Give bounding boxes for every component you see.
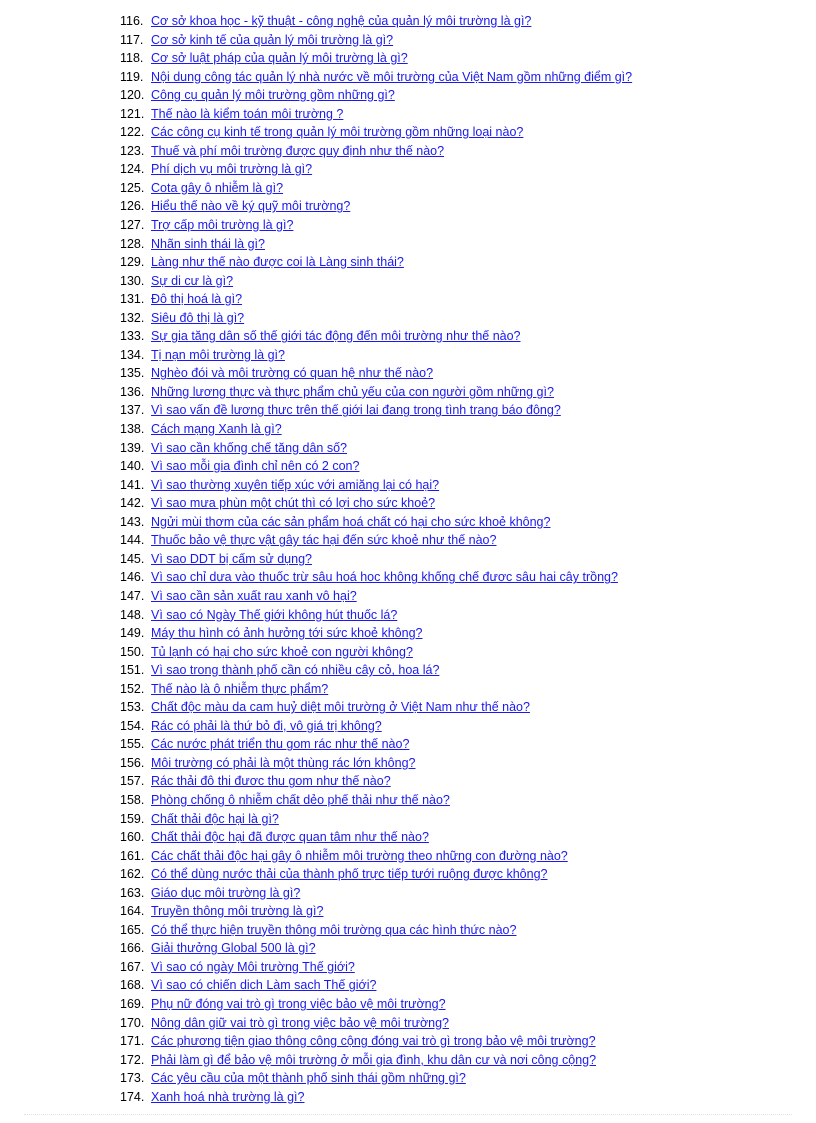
question-number: 156. [120,755,145,770]
question-link[interactable]: Truyền thông môi trường là gì? [151,904,324,919]
question-link[interactable]: Sự gia tăng dân số thế giới tác động đến môi trường như thế nào? [151,329,521,344]
list-item [120,847,632,866]
question-number: 130. [120,273,145,288]
list-item [120,606,632,625]
list-item [120,1014,632,1033]
question-link[interactable]: Có thể dùng nước thải của thành phố trực tiếp tưới ruộng được không? [151,867,548,882]
question-link[interactable]: Cơ sở luật pháp của quản lý môi trường là gì? [151,51,408,66]
question-link[interactable]: Rác thải đô thị được thu gom như thế nào? [151,774,391,789]
list-item [120,680,632,699]
question-link[interactable]: Trợ cấp môi trường là gì? [151,218,294,233]
list-item [120,457,632,476]
question-link[interactable]: Thế nào là ô nhiễm thực phẩm? [151,681,329,696]
question-number: 152. [120,681,145,696]
question-number: 150. [120,644,145,659]
list-item [120,791,632,810]
question-number: 164. [120,904,145,919]
list-item [120,513,632,532]
list-item [120,12,632,31]
list-item [120,884,632,903]
list-item [120,272,632,291]
list-item [120,179,632,198]
question-number: 144. [120,533,145,548]
question-number: 124. [120,162,145,177]
question-link[interactable]: Các công cụ kinh tế trong quản lý môi trường gồm những loại nào? [151,125,524,140]
question-link[interactable]: Vì sao cần sản xuất rau xanh vô hại? [151,588,357,603]
question-number: 136. [120,384,145,399]
question-link[interactable]: Hiểu thế nào về ký quỹ môi trường? [151,199,351,214]
question-number: 140. [120,459,145,474]
list-item [120,958,632,977]
question-link[interactable]: Có thể thực hiện truyền thông môi trường qua các hình thức nào? [151,922,517,937]
page-bottom-divider [24,1114,792,1115]
question-number: 128. [120,236,145,251]
list-item [120,197,632,216]
question-link[interactable]: Vì sao mưa phùn một chút thì có lợi cho sức khoẻ? [151,496,436,511]
question-number: 132. [120,310,145,325]
question-link[interactable]: Chất thải độc hại đã được quan tâm như thế nào? [151,830,429,845]
question-number: 149. [120,626,145,641]
list-item [120,976,632,995]
list-item [120,921,632,940]
list-item [120,142,632,161]
question-number: 165. [120,922,145,937]
question-number: 123. [120,143,145,158]
list-item [120,661,632,680]
question-number: 145. [120,551,145,566]
list-item [120,364,632,383]
list-item [120,86,632,105]
list-item [120,754,632,773]
question-number: 121. [120,106,145,121]
question-link[interactable]: Vì sao vấn đề lương thực trên thế giới lại đang trong tình trạng báo động? [151,403,561,418]
question-number: 159. [120,811,145,826]
question-number: 129. [120,255,145,270]
question-link[interactable]: Vì sao DDT bị cấm sử dụng? [151,551,312,566]
question-link[interactable]: Môi trường có phải là một thùng rác lớn không? [151,755,416,770]
question-link[interactable]: Thế nào là kiểm toán môi trường ? [151,106,344,121]
list-item [120,216,632,235]
list-item [120,160,632,179]
question-number: 169. [120,996,145,1011]
question-number: 167. [120,959,145,974]
question-link[interactable]: Thuế và phí môi trường được quy định như thế nào? [151,143,445,158]
question-link[interactable]: Các phương tiện giao thông công cộng đóng vai trò gì trong bảo vệ môi trường? [151,1034,596,1049]
question-number: 118. [120,51,144,66]
question-number: 134. [120,347,145,362]
question-number: 166. [120,941,145,956]
question-number: 174. [120,1089,145,1104]
list-item [120,735,632,754]
question-link[interactable]: Phí dịch vụ môi trường là gì? [151,162,313,177]
question-number: 146. [120,570,145,585]
list-item [120,531,632,550]
question-number: 158. [120,792,145,807]
list-item [120,995,632,1014]
question-number: 131. [120,292,145,307]
question-number: 161. [120,848,145,863]
list-item [120,327,632,346]
question-number: 148. [120,607,145,622]
question-number: 162. [120,867,145,882]
question-link[interactable]: Cách mạng Xanh là gì? [151,422,282,437]
question-number: 137. [120,403,145,418]
question-number: 141. [120,477,145,492]
question-number: 116. [120,14,144,28]
list-item [120,105,632,124]
question-link[interactable]: Cơ sở kinh tế của quản lý môi trường là gì? [151,32,394,47]
question-number: 135. [120,366,145,381]
question-list [120,12,632,1106]
question-link[interactable]: Cota gây ô nhiễm là gì? [151,180,284,195]
question-number: 133. [120,329,145,344]
list-item [120,1069,632,1088]
list-item [120,1088,632,1107]
question-link[interactable]: Nhãn sinh thái là gì? [151,236,265,251]
question-number: 127. [120,218,145,233]
question-link[interactable]: Vì sao trong thành phố cần có nhiều cây cỏ, hoa lá? [151,663,440,678]
list-item [120,1032,632,1051]
list-item [120,772,632,791]
question-number: 155. [120,737,145,752]
question-link[interactable]: Nội dung công tác quản lý nhà nước về môi trường của Việt Nam gồm những điểm gì? [151,69,633,84]
question-link[interactable]: Máy thu hình có ảnh hưởng tới sức khoẻ không? [151,626,423,641]
list-item [120,253,632,272]
question-link[interactable]: Các yêu cầu của một thành phố sinh thái gồm những gì? [151,1071,466,1086]
question-link[interactable]: Vì sao cần khống chế tăng dân số? [151,440,347,455]
question-link[interactable]: Công cụ quản lý môi trường gồm những gì? [151,88,395,103]
question-link[interactable]: Phòng chống ô nhiễm chất dẻo phế thải như thế nào? [151,792,450,807]
question-link[interactable]: Sự di cư là gì? [151,273,234,288]
list-item [120,346,632,365]
list-item [120,290,632,309]
question-link[interactable]: Tị nạn môi trường là gì? [151,347,285,362]
question-link[interactable]: Vì sao có ngày Môi trường Thế giới? [151,959,355,974]
question-link[interactable]: Nghèo đói và môi trường có quan hệ như thế nào? [151,366,434,381]
question-number: 125. [120,180,145,195]
list-item [120,494,632,513]
question-link[interactable]: Tủ lạnh có hại cho sức khoẻ con người không? [151,644,413,659]
list-item [120,939,632,958]
question-link[interactable]: Vì sao mỗi gia đình chỉ nên có 2 con? [151,459,360,474]
list-item [120,550,632,569]
list-item [120,624,632,643]
question-number: 138. [120,422,145,437]
question-link[interactable]: Các chất thải độc hại gây ô nhiễm môi trường theo những con đường nào? [151,848,568,863]
question-number: 157. [120,774,145,789]
question-number: 120. [120,88,145,103]
list-item [120,717,632,736]
list-item [120,810,632,829]
list-item [120,68,632,87]
question-link[interactable]: Cơ sở khoa học - kỹ thuật - công nghệ của quản lý môi trường là gì? [151,14,532,28]
question-number: 172. [120,1052,145,1067]
question-number: 173. [120,1071,145,1086]
list-item [120,401,632,420]
list-item [120,568,632,587]
list-item [120,383,632,402]
question-number: 142. [120,496,145,511]
question-link[interactable]: Xanh hoá nhà trường là gì? [151,1089,305,1104]
question-number: 168. [120,978,145,993]
question-number: 160. [120,830,145,845]
question-link[interactable]: Thuốc bảo vệ thực vật gây tác hại đến sức khoẻ như thế nào? [151,533,497,548]
question-link[interactable]: Chất độc màu da cam huỷ diệt môi trường ở Việt Nam như thế nào? [151,700,530,715]
question-number: 163. [120,885,145,900]
list-item [120,49,632,68]
question-number: 151. [120,663,145,678]
question-link[interactable]: Giáo dục môi trường là gì? [151,885,301,900]
question-link[interactable]: Những lương thực và thực phẩm chủ yếu của con người gồm những gì? [151,384,554,399]
list-item [120,476,632,495]
question-link[interactable]: Rác có phải là thứ bỏ đi, vô giá trị không? [151,718,382,733]
question-number: 153. [120,700,145,715]
list-item [120,1051,632,1070]
question-number: 126. [120,199,145,214]
list-item [120,698,632,717]
question-number: 170. [120,1015,145,1030]
question-number: 147. [120,588,145,603]
question-number: 171. [120,1034,145,1049]
question-link[interactable]: Vì sao chỉ dựa vào thuốc trừ sâu hoá học không khống chế được sâu hại cây trồng? [151,570,618,585]
question-link[interactable]: Vì sao thường xuyên tiếp xúc với amiăng lại có hại? [151,477,440,492]
question-link[interactable]: Nông dân giữ vai trò gì trong việc bảo vệ môi trường? [151,1015,450,1030]
question-number: 122. [120,125,145,140]
list-item [120,587,632,606]
question-link[interactable]: Vì sao có chiến dịch Làm sạch Thế giới? [151,978,377,993]
list-item [120,31,632,50]
question-number: 154. [120,718,145,733]
question-link[interactable]: Làng như thế nào được coi là Làng sinh thái? [151,255,404,270]
list-item [120,420,632,439]
question-link[interactable]: Siêu đô thị là gì? [151,310,245,325]
question-link[interactable]: Các nước phát triển thu gom rác như thế nào? [151,737,410,752]
question-number: 117. [120,32,144,47]
list-item [120,439,632,458]
list-item [120,123,632,142]
list-item [120,643,632,662]
question-number: 139. [120,440,145,455]
list-item [120,309,632,328]
question-number: 119. [120,69,144,84]
question-link[interactable]: Phụ nữ đóng vai trò gì trong việc bảo vệ môi trường? [151,996,446,1011]
question-link[interactable]: Chất thải độc hại là gì? [151,811,279,826]
question-link[interactable]: Đô thị hoá là gì? [151,292,243,307]
list-item [120,902,632,921]
list-item [120,235,632,254]
question-link[interactable]: Giải thưởng Global 500 là gì? [151,941,316,956]
question-link[interactable]: Vì sao có Ngày Thế giới không hút thuốc lá? [151,607,398,622]
question-link[interactable]: Ngửi mùi thơm của các sản phẩm hoá chất có hại cho sức khoẻ không? [151,514,551,529]
list-item [120,828,632,847]
question-link[interactable]: Phải làm gì để bảo vệ môi trường ở mỗi gia đình, khu dân cư và nơi công cộng? [151,1052,597,1067]
question-number: 143. [120,514,145,529]
list-item [120,865,632,884]
